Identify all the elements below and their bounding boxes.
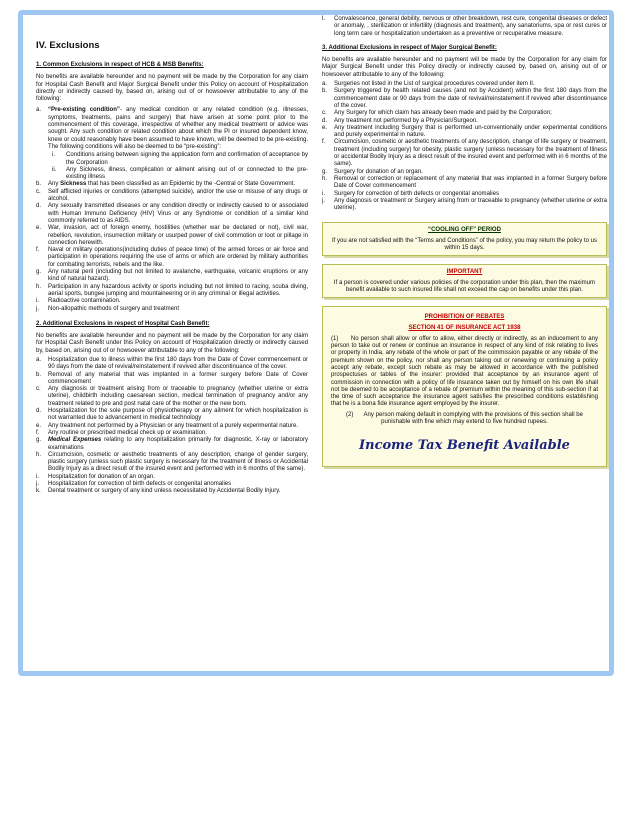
list-item: e. Any treatment not performed by a Physician or any treatment of a purely experimental nature. [36,422,299,429]
list-item: h. Participation in any hazardous activity or sports including but not limited to racing, scuba diving, aerial sports, bungee jumping and mountaineering or in any criminal or illegal activities. [36,283,308,297]
list-item: g. Medical Expenses relating to any hospitalization primarily for diagnostic, X-ray or laboratory examinations [36,437,308,451]
list-item: i. Conditions arising between signing the application form and confirmation of acceptance by the Corporation [52,152,308,166]
rebates-title: PROHIBITION OF REBATES [424,314,505,321]
list-item: g. Any natural peril (including but not limited to avalanche, earthquake, volcanic eruptions or any kind of natural hazard). [36,269,308,283]
list-item: d. Hospitalization for the sole purpose of physiotherapy or any ailment for which hospitalization is not warranted due to advancement in medical technology [36,408,308,422]
list-item: h. Circumcision, cosmetic or aesthetic treatments of any description, change of gender surgery, plastic surgery (unless such plastic surgery is necessary for the treatment of Illness or Accidental Bodily Injury as a direct result of the insured event and performed with in 6 months of the same). [36,451,308,473]
list-item: c. Self afflicted injuries or conditions (attempted suicide), and/or the use or misuse of any drugs or alcohol. [36,188,308,203]
list-item: e. Any treatment including Surgery that is performed un-conventionally under experimental conditions and purely experimental in nature. [322,124,607,139]
section2-intro: No benefits are available hereunder and no payment will be made by the Corporation for any claim for Hospital Cash Benefit under this Policy on account of Hospitalization directly or indirectly caused by, based on, arising out of or howsoever attributable to any of the following: [36,333,308,354]
list-item: l. Convalescence, general debility, nervous or other breakdown, rest cure, congenital diseases or defect or anomaly, , sterilization or infertility (diagnosis and treatment), any sanatoriums, spa or rest cures or long term care or hospitalization undertaken as a preventive or recuperative measure. [322,16,607,37]
list-item: b. Surgery triggered by health related causes (and not by Accident) within the first 180 days from the commencement date or 90 days from the date of revival/reinstatement if revived after discontinuance of the cover. [322,88,607,109]
list-item: ii. Any Sickness, illness, complication or ailment arising out of or connected to the pre-existing illness [52,166,308,181]
page-title: IV. Exclusions [36,40,100,51]
rebates-para1: (1) No person shall allow or offer to allow, either directly or indirectly, as an inducement to any person to take out or renew or continue an insurance in respect of any kind of risk relating to lives or property in India, any rebate of the whole or part of the commission payable or any rebate of the premium shown on the policy, nor shall any person taking out or renewing or continuing a policy accept any rebate, except such rebate as may be allowed in accordance with the published prospectuses or tables of the insurer: provided that acceptance by an insurance agent of commission in connection with a policy of life insurance taken out by himself on his own life shall not be deemed to be acceptance of a rebate of premium within the meaning of this sub-section if at the time of such acceptance the insurance agent satisfies the prescribed conditions establishing that he is a bona fide insurance agent employed by the insurer. [331,335,598,408]
list-item: a. Surgeries not listed in the List of surgical procedures covered under item II. [322,81,535,88]
list-item: f. Circumcision, cosmetic or aesthetic treatments of any description, change of life surgery or treatment, treatment (including surgery) for obesity, plastic surgery (unless necessary for the treatment of Illness or accidental Bodily Injury as a direct result of the insured event and performed with in 6 months of the same). [322,139,607,168]
list-item: h. Removal or correction or replacement of any material that was implanted in a former Surgery before Date of Cover commencement [322,175,607,190]
list-item: a. “Pre-existing condition”- any medical condition or any related condition (e.g. illnesses, symptoms, treatments, pains and surgery) that have arisen at some point prior to the commencement of this coverage, irrespective of whether any medical treatment or advice was sought. Any such condition or related condition about which the PI or insured dependent know, knew or could reasonably have been assumed to have known, will be deemed to be pre-existing. The following conditions will also be deemed to be “pre-existing”: i. Conditions arising between signing the application form and confirmation of acceptance by the Corporation ii. Any Sickness, illness, complication or ailment arising out of or connected to the pre-existing illness [36,107,308,181]
important-box [322,264,607,298]
list-item: j. Non-allopathic methods of surgery and treatment [36,305,180,312]
section1-list [36,107,308,312]
list-item: j. Hospitalization for correction of birth defects or congenital anomalies [36,481,232,488]
rebates-subtitle: SECTION 41 OF INSURANCE ACT 1938 [408,324,521,331]
section2-list [36,357,308,496]
rebates-para2: (2) Any person making default in complying with the provisions of this section shall be punishable with fine which may extend to five hundred rupees. [346,411,583,426]
important-title: IMPORTANT [446,269,483,276]
cooling-off-box [322,222,607,256]
rebates-box [322,306,607,467]
list-item: f. Any routine or prescribed medical check up or examination. [36,429,207,436]
section2-list-continued [322,16,607,38]
list-item: d. Any sexually transmitted diseases or any condition directly or indirectly caused to or associated with Human Immuno Deficiency (HIV) Virus or any Syndrome or condition of a similar kind commonly referred to as AIDS. [36,203,308,224]
item-text: - any medical condition or any related condition (e.g. illnesses, symptoms, treatments, pains and surgery) that have arisen at some point prior to the commencement of this coverage, irrespective of whether any medical treatment or advice was sought. Any such condition or related condition about which the PI or insured dependent know, knew or could reasonably have been assumed to have known, will be deemed to be pre-existing. The following conditions will also be deemed to be “pre-existing”: [48,107,308,150]
list-item: i. Radioactive contamination. [36,298,121,305]
list-item: b. Removal of any material that was implanted in a former surgery before Date of Cover commencement [36,371,308,385]
list-item: c. Any diagnosis or treatment arising from or traceable to pregnancy (whether uterine or extra uterine), childbirth including caesarean section, medical termination of pregnancy and/or any treatment related to pre and post natal care of the mother or the new born. [36,386,308,407]
section1-intro: No benefits are available hereunder and no payment will be made by the Corporation for any claim for Hospital Cash Benefit and Major Surgical Benefit under this Policy on account of Hospitalization directly or indirectly caused by, based on, arising out of or howsoever attributable to any of the following: [36,74,308,103]
list-item: k. Dental treatment or surgery of any kind unless necessitated by Accidental Bodily Injury. [36,488,281,495]
list-item: a. Hospitalization due to illness within the first 180 days from the Date of Cover commencement or 90 days from the date of revival/reinstatement if revived after discontinuance of the cover. [36,356,308,371]
left-column [36,60,308,496]
section2-heading: 2. Additional Exclusions in respect of Hospital Cash Benefit: [36,320,210,327]
section3-list [322,81,607,212]
cooling-off-text: If you are not satisfied with the “Terms and Conditions” of the policy, you may return the policy to us within 15 days. [331,237,598,252]
cooling-off-title: “COOLING OFF” PERIOD [428,227,501,234]
list-item: i. Hospitalization for donation of an organ. [36,473,155,480]
list-item: j. Any diagnosis or treatment or Surgery arising from or traceable to pregnancy (whether uterine or extra uterine). [322,197,607,212]
right-column [322,16,607,467]
list-item: e. War, invasion, act of foreign enemy, hostilities (whether war be declared or not), civil war, rebellion, revolution, insurrection military or usurped power of civil commotion or loot or pillage in connection herewith. [36,225,308,246]
list-item: d. Any treatment not performed by a Physician/Surgeon. [322,117,478,124]
list-item: i. Surgery for correction of birth defects or congenital anomalies [322,190,500,197]
list-item: c. Any Surgery for which claim has already been made and paid by the Corporation; [322,110,552,117]
tax-benefit-banner: Income Tax Benefit Available [359,438,570,454]
section1-heading: 1. Common Exclusions in respect of HCB & MSB Benefits: [36,62,204,68]
item-lead: “Pre-existing condition” [48,107,120,114]
list-item: b. Any Sickness that has been classified as an Epidemic by the -Central or State Government. [36,181,296,188]
section3-heading: 3. Additional Exclusions in respect of Major Surgical Benefit: [322,44,497,51]
list-item: g. Surgery for donation of an organ. [322,168,423,175]
section3-intro: No benefits are available hereunder and no payment will be made by the Corporation for any claim for Major Surgical Benefit under this Policy directly or indirectly caused by, based on, arising out of or howsoever attributable to any of the following: [322,57,607,78]
sub-list [48,152,308,181]
important-text: If a person is covered under various policies of the corporation under this plan, then the maximum benefit available to such insured life shall not exceed the cap on benefits under this plan. [333,279,596,293]
list-item: f. Naval or military operations(including duties of peace time) of the armed forces or air force and participation in operations requiring the use of arms or which are ordered by military authorities for combating terrorists, rebels and the like. [36,247,308,268]
